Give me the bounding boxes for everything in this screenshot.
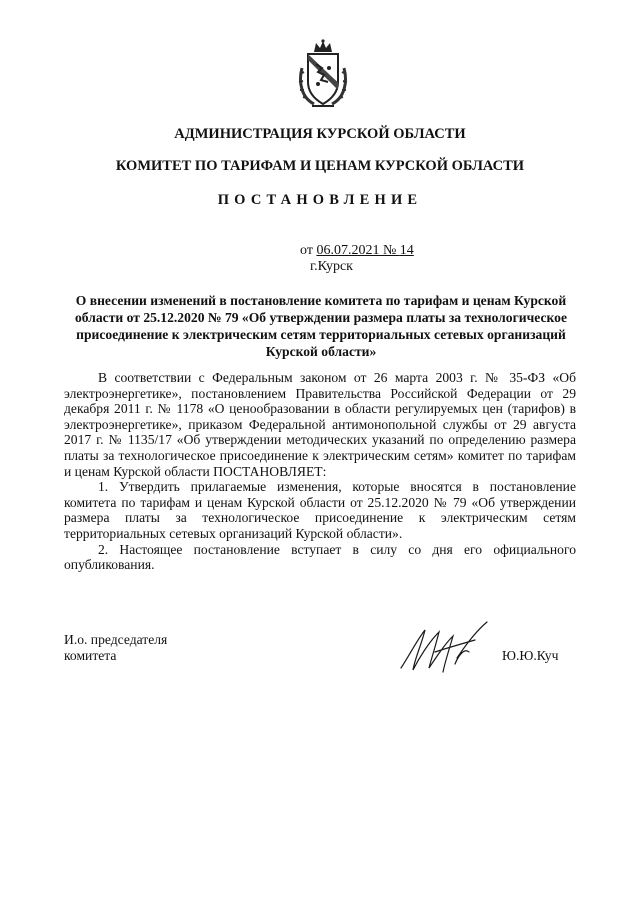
date-line [300,243,420,259]
preamble-paragraph: В соответствии с Федеральным законом от 26 марта 2003 г. № 35-ФЗ «Об электроэнергетике», постановлением Правительства Российской Федерации от 29 декабря 2011 г. № 1178 «О ценообразовании в области регулируемых цен (тарифов) в электроэнергетике», приказом Федеральной антимонопольной службы от 29 августа 2017 г. № 1135/17 «Об утверждении методических указаний по определению размера платы за технологическое присоединение к электрическим сетям» комитет по тарифам и ценам Курской области ПОСТАНОВЛЯЕТ: [64,370,576,479]
coat-of-arms-emblem [294,38,352,110]
document-title: О внесении изменений в постановление комитета по тарифам и ценам Курской области от 25.12.2020 № 79 «Об утверждении размера платы за технологическое присоединение к электрическим сетям территориальных сетевых организаций Курской области» [75,293,567,359]
clause-2-paragraph: 2. Настоящее постановление вступает в силу со дня его официального опубликования. [64,541,576,573]
handwritten-signature [395,618,495,678]
document-date: 06.07.2021 [316,243,380,258]
committee-heading: КОМИТЕТ ПО ТАРИФАМ И ЦЕНАМ КУРСКОЙ ОБЛАСТИ [115,158,525,174]
signatory-position [64,632,167,664]
city: г.Курск [310,259,353,274]
document-number: 14 [399,243,414,258]
signatory-name: Ю.Ю.Куч [502,648,559,663]
signatory-position-line2: комитета [64,648,117,663]
document-type-heading: ПОСТАНОВЛЕНИЕ [217,192,423,208]
date-prefix: от [300,243,317,258]
clause-1-paragraph: 1. Утвердить прилагаемые изменения, которые вносятся в постановление комитета по тарифам и ценам Курской области от 25.12.2020 № 79 «Об утверждении размера платы за технологическое присоединение к электрическим сетям территориальных сетевых организаций Курской области». [64,479,576,541]
signatory-position-line1: И.о. председателя [64,632,168,647]
document-body [64,370,576,573]
organization-heading: АДМИНИСТРАЦИЯ КУРСКОЙ ОБЛАСТИ [174,126,466,142]
number-prefix: № [379,243,400,258]
